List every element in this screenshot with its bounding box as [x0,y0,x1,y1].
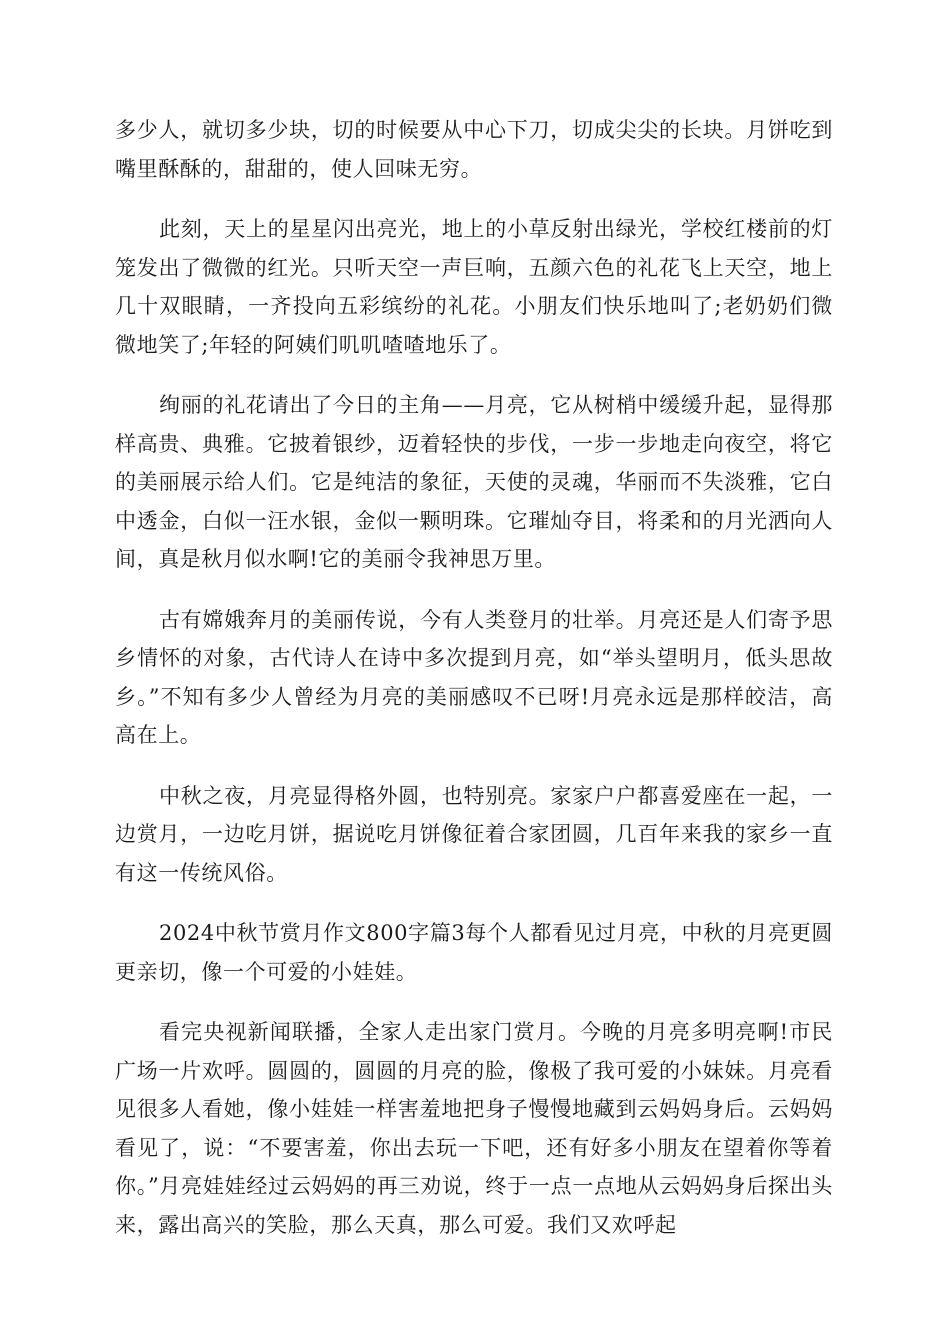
paragraph: 古有嫦娥奔月的美丽传说，今有人类登月的壮举。月亮还是人们寄予思乡情怀的对象，古代诗人在诗中多次提到月亮，如“举头望明月，低头思故乡。”不知有多少人曾经为月亮的美丽感叹不已呀!月亮永远是那样皎洁，高高在上。 [115,607,833,747]
paragraph: 看完央视新闻联播，全家人走出家门赏月。今晚的月亮多明亮啊!市民广场一片欢呼。圆圆的，圆圆的月亮的脸，像极了我可爱的小妹妹。月亮看见很多人看她，像小娃娃一样害羞地把身子慢慢地藏到云妈妈身后。云妈妈看见了，说：“不要害羞，你出去玩一下吧，还有好多小朋友在望着你等着你。”月亮娃娃经过云妈妈的再三劝说，终于一点一点地从云妈妈身后探出头来，露出高兴的笑脸，那么天真，那么可爱。我们又欢呼起 [115,1020,833,1237]
paragraph: 绚丽的礼花请出了今日的主角——月亮，它从树梢中缓缓升起，显得那样高贵、典雅。它披着银纱，迈着轻快的步伐，一步一步地走向夜空，将它的美丽展示给人们。它是纯洁的象征，天使的灵魂，华丽而不失淡雅，它白中透金，白似一汪水银，金似一颗明珠。它璀灿夺目，将柔和的月光洒向人间，真是秋月似水啊!它的美丽令我神思万里。 [115,393,833,571]
paragraph: 多少人，就切多少块，切的时候要从中心下刀，切成尖尖的长块。月饼吃到嘴里酥酥的，甜甜的，使人回味无穷。 [115,118,833,181]
document-body [115,111,833,1266]
paragraph: 2024中秋节赏月作文800字篇3每个人都看见过月亮，中秋的月亮更圆更亲切，像一个可爱的小娃娃。 [115,921,833,984]
paragraph: 中秋之夜，月亮显得格外圆，也特别亮。家家户户都喜爱座在一起，一边赏月，一边吃月饼，据说吃月饼像征着合家团圆，几百年来我的家乡一直有这一传统风俗。 [115,783,833,885]
paragraph: 此刻，天上的星星闪出亮光，地上的小草反射出绿光，学校红楼前的灯笼发出了微微的红光。只听天空一声巨响，五颜六色的礼花飞上天空，地上几十双眼睛，一齐投向五彩缤纷的礼花。小朋友们快乐地叫了;老奶奶们微微地笑了;年轻的阿姨们叽叽喳喳地乐了。 [115,217,833,357]
